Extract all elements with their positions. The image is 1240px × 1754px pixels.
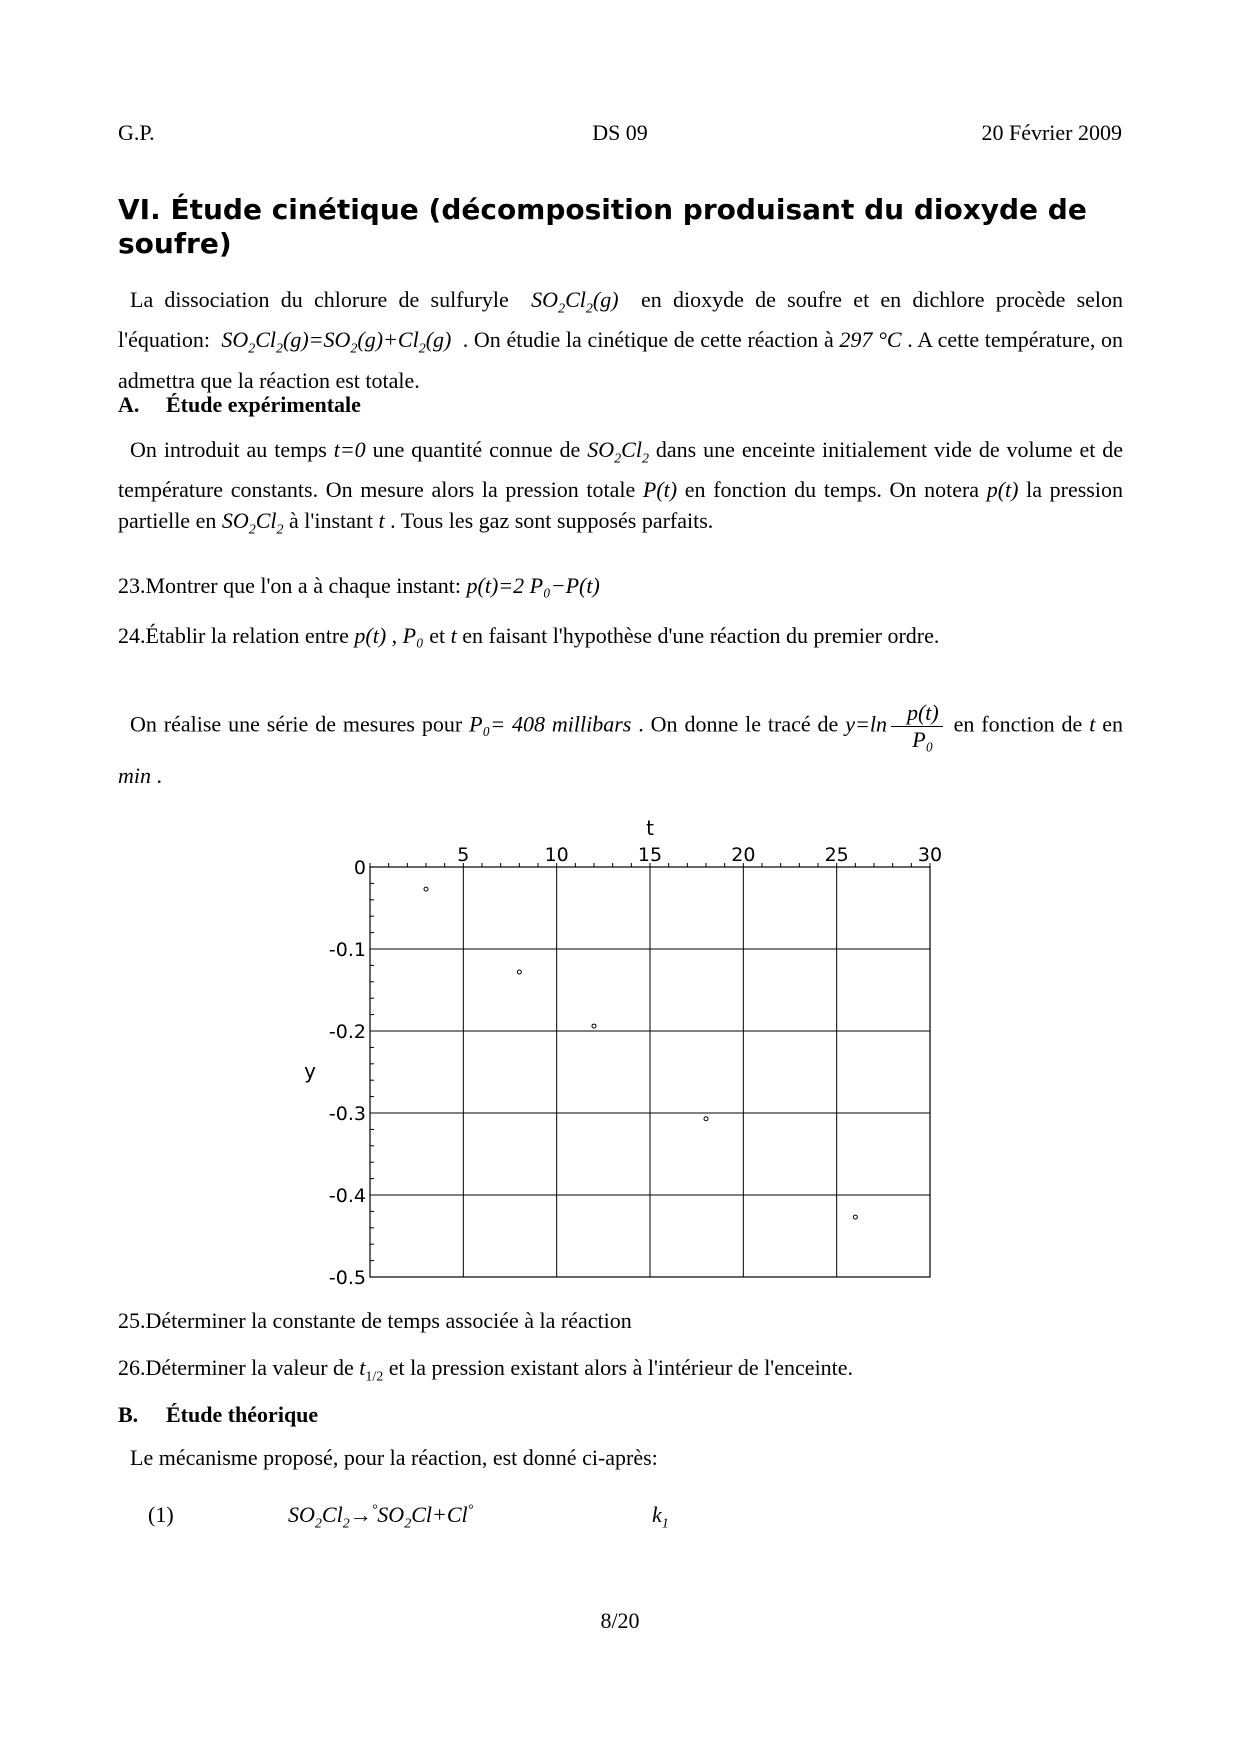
y-axis-label: y <box>304 1059 316 1083</box>
y-tick-label: -0.5 <box>328 1267 366 1289</box>
mechanism-equation: $SO_2Cl_2\to^\circ SO_2Cl+Cl^\circ$ <box>288 1502 474 1532</box>
y-tick-label: -0.3 <box>328 1103 366 1125</box>
paragraph-b: Le mécanisme proposé, pour la réaction, est donné ci-après: <box>130 1445 658 1470</box>
y-tick-label: -0.2 <box>328 1021 366 1043</box>
formula-so2cl2-2: $SO_2Cl_2$ <box>221 508 284 538</box>
data-point <box>592 1024 596 1028</box>
header-right: 20 Février 2009 <box>981 120 1122 145</box>
section-a-heading: A. Étude expérimentale <box>118 392 361 417</box>
question-24: 24.Établir la relation entre p(t) , P₀ et t en faisant l'hypothèse d'une réaction du premier ordre. <box>118 623 940 648</box>
x-axis-label: t <box>646 816 654 840</box>
mechanism-number: (1) <box>148 1502 174 1527</box>
mechanism-rate-constant: $k_1$ <box>652 1502 669 1532</box>
data-point <box>517 970 521 974</box>
page-number: 8/20 <box>600 1608 640 1633</box>
x-tick-label: 15 <box>637 844 663 866</box>
question-25: 25.Déterminer la constante de temps associée à la réaction <box>118 1308 632 1333</box>
y-tick-label: -0.4 <box>328 1185 366 1207</box>
x-tick-label: 30 <box>917 844 943 866</box>
paragraph-a: On introduit au temps t=0 une quantité connue de $SO_2Cl_2$ dans une enceinte initialement vide de volume et de température constants. On mesure alors la pression totale P(t) en fonction du temps. On notera p(t) la pression partielle en $SO_2Cl_2$ à l'instant t . Tous les gaz sont supposés parfaits. <box>118 437 1124 538</box>
paragraph-mesures: On réalise une série de mesures pour P₀= 408 millibars . On donne le tracé de y=ln $\frac{p(t)}{\text{P₀}}$ en fonction de t en min . <box>118 700 1123 788</box>
x-tick-label: 25 <box>824 844 849 866</box>
section-title: VI. Étude cinétique (décomposition produisant du dioxyde de soufre) <box>118 193 1087 260</box>
formula-equation: $SO_2Cl_2(g)=SO_2(g)+Cl_2(g)$ <box>215 327 458 357</box>
intro-paragraph: La dissociation du chlorure de sulfuryle $SO_2Cl_2(g)$ en dioxyde de soufre et en dichlore procède selon l'équation: $SO_2Cl_2(g)=SO_2(g)+Cl_2(g)$ . On étudie la cinétique de cette réaction à 297 °C . A cette température, on admettra que la réaction est totale. <box>118 287 1124 393</box>
formula-so2cl2-g: $SO_2Cl_2(g)$ <box>519 287 630 317</box>
data-point <box>424 887 428 891</box>
x-tick-label: 5 <box>457 844 470 866</box>
question-23: 23.Montrer que l'on a à chaque instant: p(t)=2 P₀−P(t) <box>118 573 600 598</box>
header-center: DS 09 <box>592 120 648 145</box>
data-point <box>704 1117 708 1121</box>
scatter-chart <box>280 808 960 1308</box>
x-tick-label: 20 <box>731 844 756 866</box>
y-tick-label: -0.1 <box>328 939 366 961</box>
question-26: 26.Déterminer la valeur de $t_{1/2}$ et la pression existant alors à l'intérieur de l'enceinte. <box>118 1355 854 1385</box>
header-left: G.P. <box>118 120 155 145</box>
y-tick-label: 0 <box>353 857 366 879</box>
x-tick-label: 10 <box>544 844 569 866</box>
data-point <box>853 1215 857 1219</box>
section-b-heading: B. Étude théorique <box>118 1402 319 1427</box>
formula-so2cl2: $SO_2Cl_2$ <box>587 437 649 467</box>
temperature-value: 297 °C <box>839 327 902 353</box>
fraction-p-over-p0: $\frac{p(t)}{\text{P₀}}$ <box>891 700 943 753</box>
